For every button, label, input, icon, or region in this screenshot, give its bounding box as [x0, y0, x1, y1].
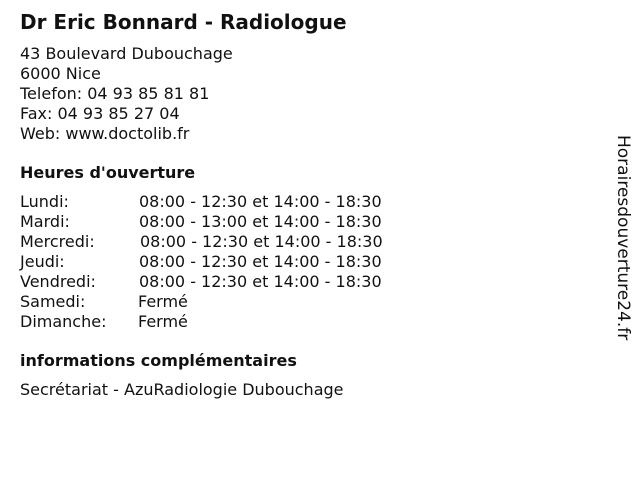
additional-info-heading: informations complémentaires	[20, 351, 297, 370]
hours-row-wednesday	[20, 232, 600, 252]
hours-row-tuesday	[20, 212, 600, 232]
phone-number[interactable]: Telefon: 04 93 85 81 81	[20, 84, 210, 103]
opening-hours-heading: Heures d'ouverture	[20, 163, 196, 182]
day-label: Vendredi:	[20, 272, 96, 291]
website-link[interactable]: Web: www.doctolib.fr	[20, 124, 190, 143]
day-label: Mardi:	[20, 212, 70, 231]
brand-watermark: Horairesdouverture24.fr	[613, 135, 633, 341]
time-range: 08:00 - 12:30 et 14:00 - 18:30	[140, 232, 383, 251]
time-range: 08:00 - 12:30 et 14:00 - 18:30	[139, 272, 382, 291]
hours-row-saturday	[20, 292, 600, 312]
day-label: Mercredi:	[20, 232, 95, 251]
day-label: Dimanche:	[20, 312, 107, 331]
doctor-card	[20, 10, 600, 400]
time-range: 08:00 - 13:00 et 14:00 - 18:30	[139, 212, 382, 231]
opening-hours-table	[20, 192, 600, 332]
address-block	[20, 44, 600, 144]
time-range: 08:00 - 12:30 et 14:00 - 18:30	[139, 192, 382, 211]
hours-row-sunday	[20, 312, 600, 332]
day-label: Samedi:	[20, 292, 86, 311]
hours-row-monday	[20, 192, 600, 212]
time-range: Fermé	[138, 292, 188, 311]
additional-info-text: Secrétariat - AzuRadiologie Dubouchage	[20, 380, 344, 399]
time-range: Fermé	[138, 312, 188, 331]
hours-row-friday	[20, 272, 600, 292]
time-range: 08:00 - 12:30 et 14:00 - 18:30	[139, 252, 382, 271]
city: 6000 Nice	[20, 64, 101, 83]
day-label: Jeudi:	[20, 252, 65, 271]
hours-row-thursday	[20, 252, 600, 272]
street-address: 43 Boulevard Dubouchage	[20, 44, 233, 63]
day-label: Lundi:	[20, 192, 69, 211]
fax-number: Fax: 04 93 85 27 04	[20, 104, 180, 123]
page-title: Dr Eric Bonnard - Radiologue	[20, 10, 347, 34]
